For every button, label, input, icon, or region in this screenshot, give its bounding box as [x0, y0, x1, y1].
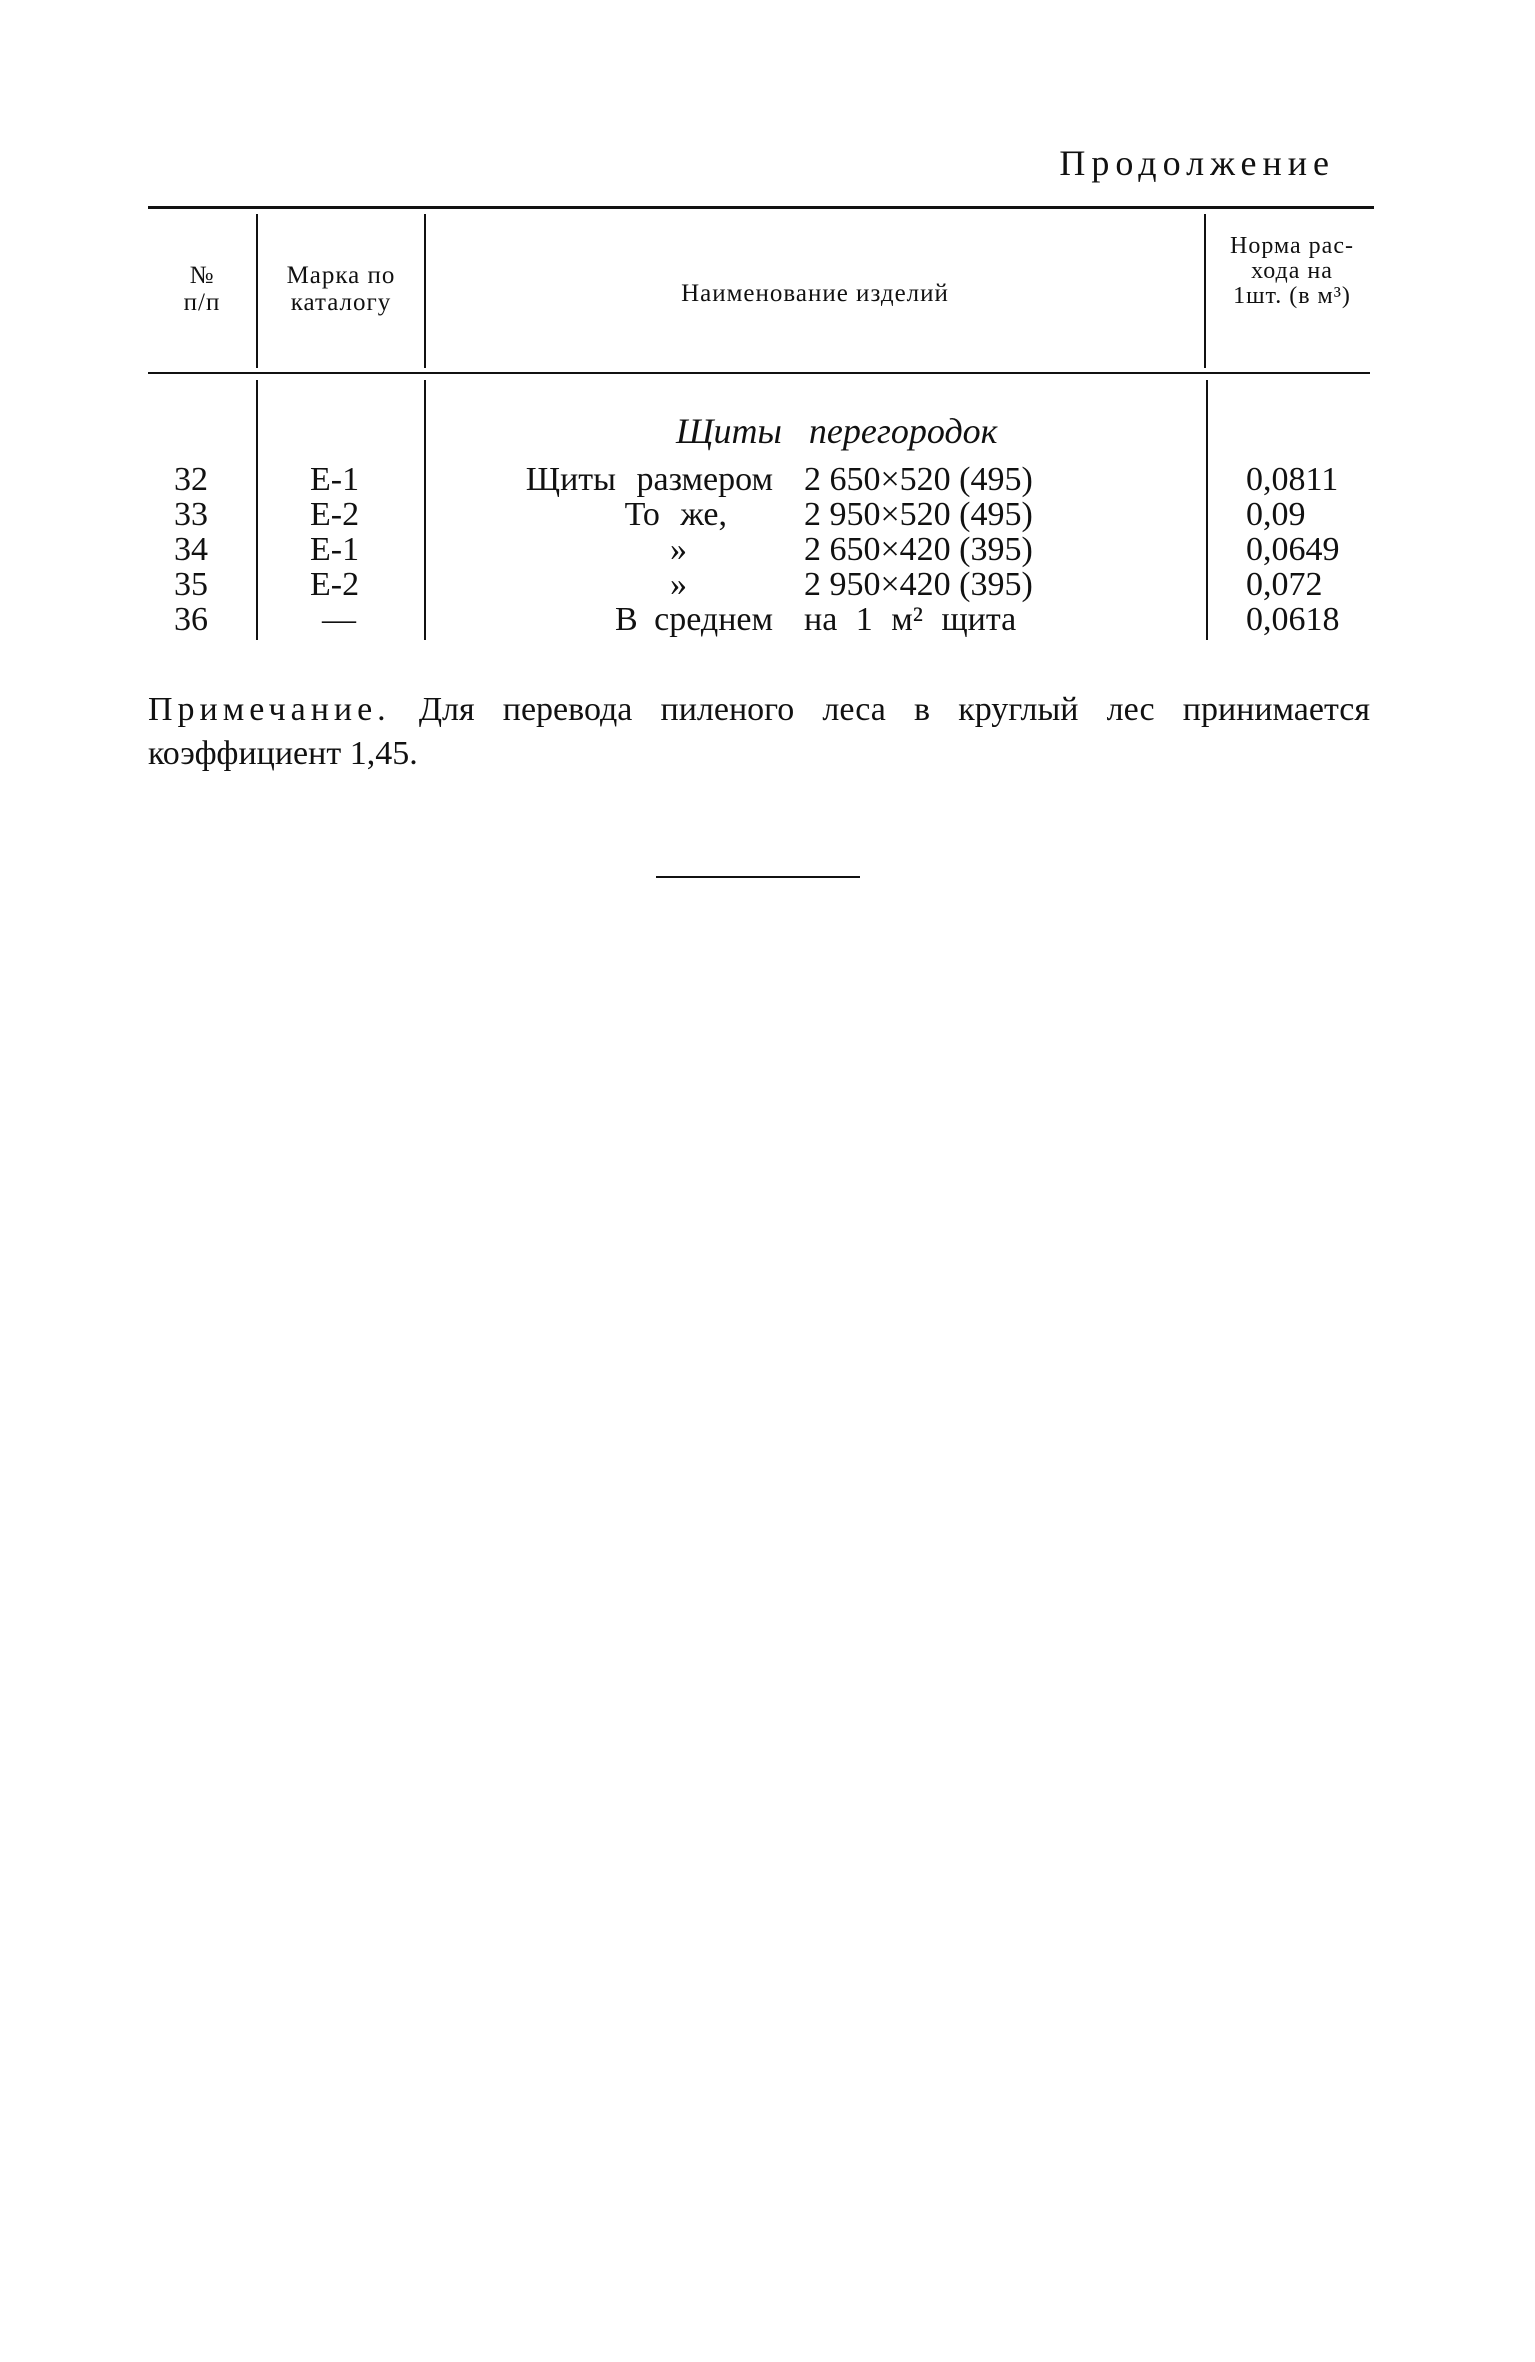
header-name: Наименование изделий	[681, 280, 949, 307]
header-mark: Марка по каталогу	[286, 262, 396, 316]
body-divider	[256, 380, 258, 640]
table-cell-num: 32	[174, 461, 208, 498]
table-cell-mark: Е-2	[310, 566, 360, 603]
table-cell-size: 2 950×420 (395)	[804, 566, 1033, 603]
table-cell-num: 35	[174, 566, 208, 603]
table-top-rule	[148, 206, 1374, 209]
header-num: № п/п	[183, 262, 221, 316]
table-cell-size: 2 650×520 (495)	[804, 461, 1033, 498]
table-cell-name: То же,	[624, 496, 727, 533]
note-paragraph	[148, 688, 1370, 776]
section-title: Щиты перегородок	[676, 411, 998, 451]
table-cell-mark: —	[322, 601, 356, 638]
table-cell-num: 33	[174, 496, 208, 533]
body-divider	[1206, 380, 1208, 640]
table-cell-size: на 1 м² щита	[804, 601, 1017, 638]
table-cell-num: 36	[174, 601, 208, 638]
note-lead: Примечание.	[148, 691, 391, 728]
table-cell-name: В среднем	[614, 601, 773, 638]
table-header-rule	[148, 372, 1370, 374]
table-cell-mark: Е-2	[310, 496, 360, 533]
note-text: Для перевода пиленого леса в круглый лес принимается коэффициент 1,45.	[148, 691, 1370, 772]
table-cell-name: »	[670, 531, 687, 568]
end-rule	[656, 876, 860, 878]
table-cell-norm: 0,0618	[1246, 601, 1340, 638]
table-cell-size: 2 950×520 (495)	[804, 496, 1033, 533]
table-cell-norm: 0,0811	[1246, 461, 1339, 498]
table-cell-size: 2 650×420 (395)	[804, 531, 1033, 568]
table-cell-mark: Е-1	[310, 531, 360, 568]
table-cell-name: »	[670, 566, 687, 603]
table-cell-norm: 0,0649	[1246, 531, 1340, 568]
table-cell-norm: 0,09	[1246, 496, 1306, 533]
table-cell-name: Щиты размером	[525, 461, 773, 498]
header-norm: Норма рас- хода на 1шт. (в м³)	[1230, 233, 1354, 309]
table-cell-num: 34	[174, 531, 208, 568]
body-divider	[424, 380, 426, 640]
table-cell-mark: Е-1	[310, 461, 360, 498]
table-cell-norm: 0,072	[1246, 566, 1323, 603]
continuation-label: Продолжение	[1059, 143, 1335, 183]
